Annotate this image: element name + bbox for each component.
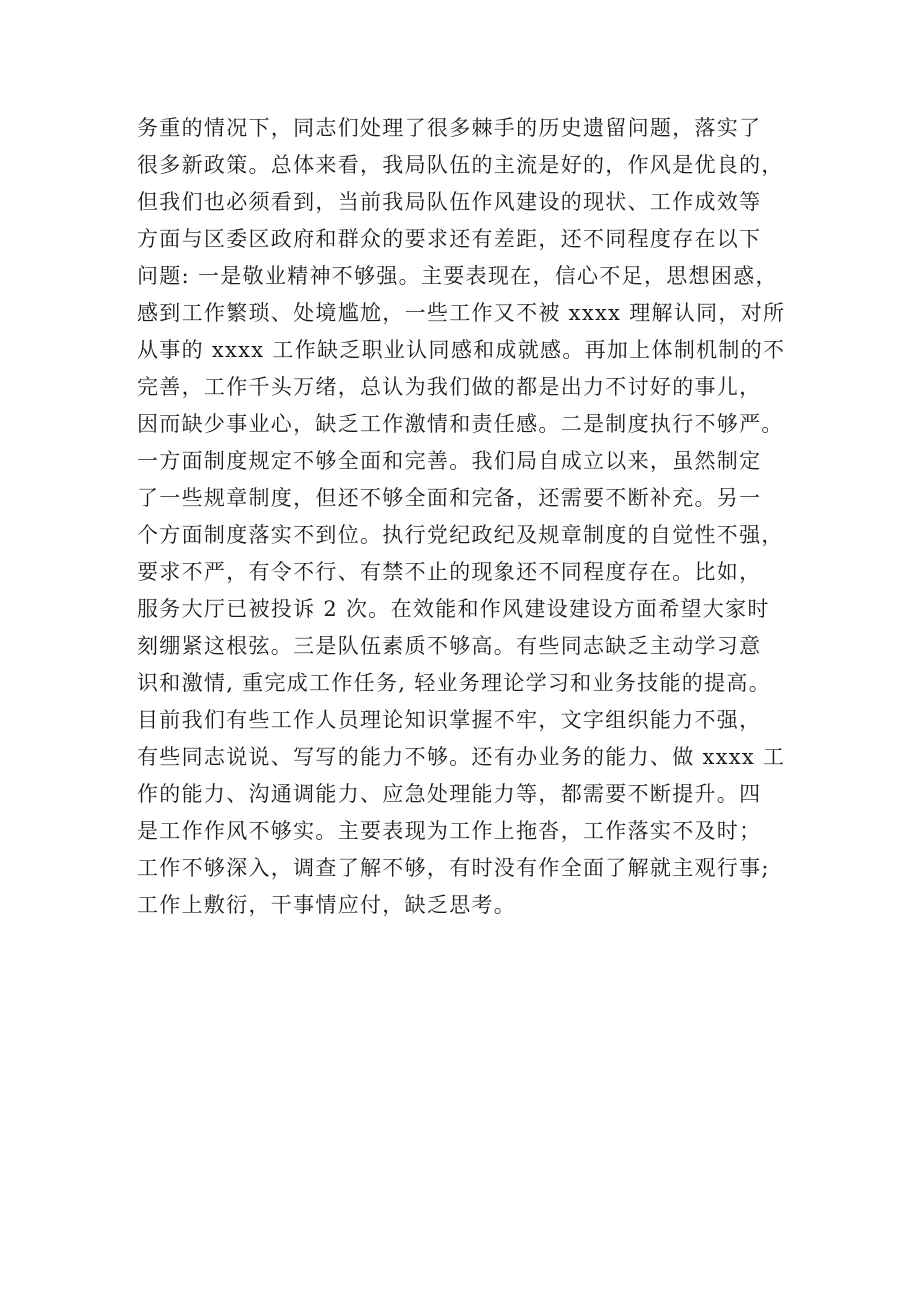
text-line: 完善，工作千头万绪，总认为我们做的都是出力不讨好的事儿， [137, 375, 762, 399]
text-line: 从事的 xxxx 工作缺乏职业认同感和成就感。再加上体制机制的不 [137, 338, 786, 362]
text-line: 作的能力、沟通调能力、应急处理能力等，都需要不断提升。四 [137, 782, 762, 806]
text-line: 是工作作风不够实。主要表现为工作上拖沓，工作落实不及时； [137, 819, 762, 843]
text-line: 识和激情, 重完成工作任务, 轻业务理论学习和业务技能的提高。 [137, 671, 771, 695]
text-line: 很多新政策。总体来看，我局队伍的主流是好的，作风是优良的， [137, 153, 784, 177]
text-line: 要求不严，有令不行、有禁不止的现象还不同程度存在。比如， [137, 560, 762, 584]
text-line: 因而缺少事业心，缺乏工作激情和责任感。二是制度执行不够严。 [137, 412, 784, 436]
text-line: 服务大厅已被投诉 2 次。在效能和作风建设建设方面希望大家时 [137, 597, 770, 621]
text-line: 目前我们有些工作人员理论知识掌握不牢，文字组织能力不强， [137, 708, 762, 732]
text-line: 刻绷紧这根弦。三是队伍素质不够高。有些同志缺乏主动学习意 [137, 634, 762, 658]
text-line: 方面与区委区政府和群众的要求还有差距，还不同程度存在以下 [137, 227, 762, 251]
text-line: 工作不够深入，调查了解不够，有时没有作全面了解就主观行事; [137, 856, 770, 880]
text-line: 个方面制度落实不到位。执行党纪政纪及规章制度的自觉性不强， [137, 523, 784, 547]
text-line: 务重的情况下，同志们处理了很多棘手的历史遗留问题，落实了 [137, 116, 762, 140]
text-line: 但我们也必须看到，当前我局队伍作风建设的现状、工作成效等 [137, 190, 762, 214]
text-line: 有些同志说说、写写的能力不够。还有办业务的能力、做 xxxx 工 [137, 745, 786, 769]
text-line: 感到工作繁琐、处境尴尬，一些工作又不被 xxxx 理解认同，对所 [137, 301, 786, 325]
text-line: 了一些规章制度，但还不够全面和完备，还需要不断补充。另一 [137, 486, 762, 510]
text-line: 工作上敷衍，干事情应付，缺乏思考。 [137, 893, 517, 917]
text-line: 问题: 一是敬业精神不够强。主要表现在，信心不足，思想困惑， [137, 264, 778, 288]
body-paragraph [137, 110, 817, 924]
text-line: 一方面制度规定不够全面和完善。我们局自成立以来，虽然制定 [137, 449, 762, 473]
